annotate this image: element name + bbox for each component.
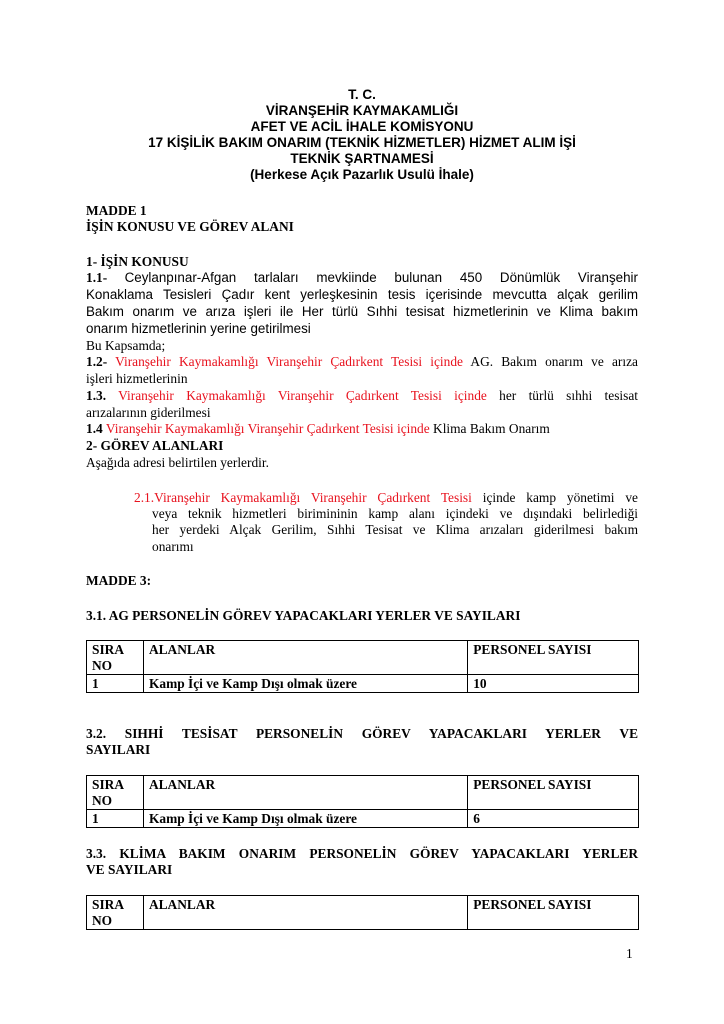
p11-line2: Konaklama Tesisleri Çadır kent yerleşkesinin tesis içerisinde mevcutta alçak gerilim [86, 287, 638, 302]
cell-count: 6 [468, 810, 639, 828]
header-kaymakamlik: VİRANŞEHİR KAYMAKAMLIĞI [265, 103, 459, 118]
p11-line3: Bakım onarım ve arıza işleri ile Her türlü Sıhhi tesisat hizmetlerinin ve Klima bakım [86, 304, 638, 319]
header-sira-no: SIRA NO [87, 641, 144, 675]
madde1-subtitle: İŞİN KONUSU VE GÖREV ALANI [86, 219, 294, 234]
p12-num: 1.2- [86, 354, 108, 369]
header-personel-sayisi: PERSONEL SAYISI [468, 776, 639, 810]
p21-line3: her yerdeki Alçak Gerilim, Sıhhi Tesisat ve Klima arızaları giderilmesi bakım [152, 522, 638, 537]
header-komisyon: AFET VE ACİL İHALE KOMİSYONU [250, 119, 474, 134]
cell-area: Kamp İçi ve Kamp Dışı olmak üzere [143, 675, 467, 693]
table-row [87, 675, 639, 693]
p13-line2: arızalarının giderilmesi [86, 405, 211, 420]
section33-title-line1: 3.3. KLİMA BAKIM ONARIM PERSONELİN GÖREV YAPACAKLARI YERLER [86, 846, 638, 861]
p13-line1 [86, 388, 638, 404]
p12-red: Viranşehir Kaymakamlığı Viranşehir Çadırkent Tesisi içinde [107, 354, 463, 369]
p11-text1: Ceylanpınar-Afgan tarlaları mevkiinde bulunan 450 Dönümlük Viranşehir [124, 270, 638, 285]
table-klima-personel [86, 895, 639, 930]
p12-rest: AG. Bakım onarım ve arıza [462, 354, 638, 369]
table-header-row [87, 896, 639, 930]
kapsam-text: Bu Kapsamda; [86, 338, 166, 353]
p14-rest: Klima Bakım Onarım [429, 421, 550, 436]
cell-no: 1 [87, 675, 144, 693]
p12-line1 [86, 354, 638, 370]
table-row [87, 810, 639, 828]
header-sartname: TEKNİK ŞARTNAMESİ [290, 151, 434, 166]
cell-count: 10 [468, 675, 639, 693]
p11-num: 1.1- [86, 270, 108, 285]
section1-title: 1- İŞİN KONUSU [86, 254, 189, 269]
p13-rest: her türlü sıhhi tesisat [486, 388, 639, 403]
header-tc: T. C. [348, 87, 376, 102]
p21-line4: onarımı [152, 539, 194, 554]
p21-red: 2.1.Viranşehir Kaymakamlığı Viranşehir Çadırkent Tesisi [134, 490, 472, 505]
p11-line4: onarım hizmetlerinin yerine getirilmesi [86, 321, 311, 336]
madde3-title: MADDE 3: [86, 573, 152, 588]
page-number: 1 [626, 946, 633, 961]
section33-title-line2: VE SAYILARI [86, 862, 173, 877]
p11-line1 [86, 270, 638, 286]
p21-line2: veya teknik hizmetleri birimininin kamp alanı içindeki ve dışındaki belirlediği [152, 506, 638, 521]
p21-rest: içinde kamp yönetimi ve [471, 490, 638, 505]
table-sihhi-tesisat-personel [86, 775, 639, 828]
table-header-row [87, 641, 639, 675]
section2-text: Aşağıda adresi belirtilen yerlerdir. [86, 455, 269, 470]
p14-line [86, 421, 638, 437]
header-usul: (Herkese Açık Pazarlık Usulü İhale) [250, 167, 474, 182]
section31-title: 3.1. AG PERSONELİN GÖREV YAPACAKLARI YERLER VE SAYILARI [86, 608, 521, 623]
header-alanlar: ALANLAR [143, 776, 467, 810]
section32-title-line2: SAYILARI [86, 742, 151, 757]
p13-red: Viranşehir Kaymakamlığı Viranşehir Çadırkent Tesisi içinde [106, 388, 487, 403]
header-sira-no: SIRA NO [87, 776, 144, 810]
header-alanlar: ALANLAR [143, 896, 467, 930]
p14-num: 1.4 [86, 421, 103, 436]
p21-line1 [134, 490, 638, 506]
header-personel-sayisi: PERSONEL SAYISI [468, 896, 639, 930]
table-header-row [87, 776, 639, 810]
p14-red: Viranşehir Kaymakamlığı Viranşehir Çadırkent Tesisi içinde [102, 421, 430, 436]
p13-num: 1.3. [86, 388, 107, 403]
cell-no: 1 [87, 810, 144, 828]
header-personel-sayisi: PERSONEL SAYISI [468, 641, 639, 675]
cell-area: Kamp İçi ve Kamp Dışı olmak üzere [143, 810, 467, 828]
header-title: 17 KİŞİLİK BAKIM ONARIM (TEKNİK HİZMETLER) HİZMET ALIM İŞİ [148, 135, 576, 150]
section32-title-line1: 3.2. SIHHİ TESİSAT PERSONELİN GÖREV YAPACAKLARI YERLER VE [86, 726, 638, 741]
section2-title: 2- GÖREV ALANLARI [86, 438, 224, 453]
madde1-title: MADDE 1 [86, 203, 147, 218]
header-sira-no: SIRA NO [87, 896, 144, 930]
header-alanlar: ALANLAR [143, 641, 467, 675]
p12-line2: işleri hizmetlerinin [86, 371, 188, 386]
table-ag-personel [86, 640, 639, 693]
